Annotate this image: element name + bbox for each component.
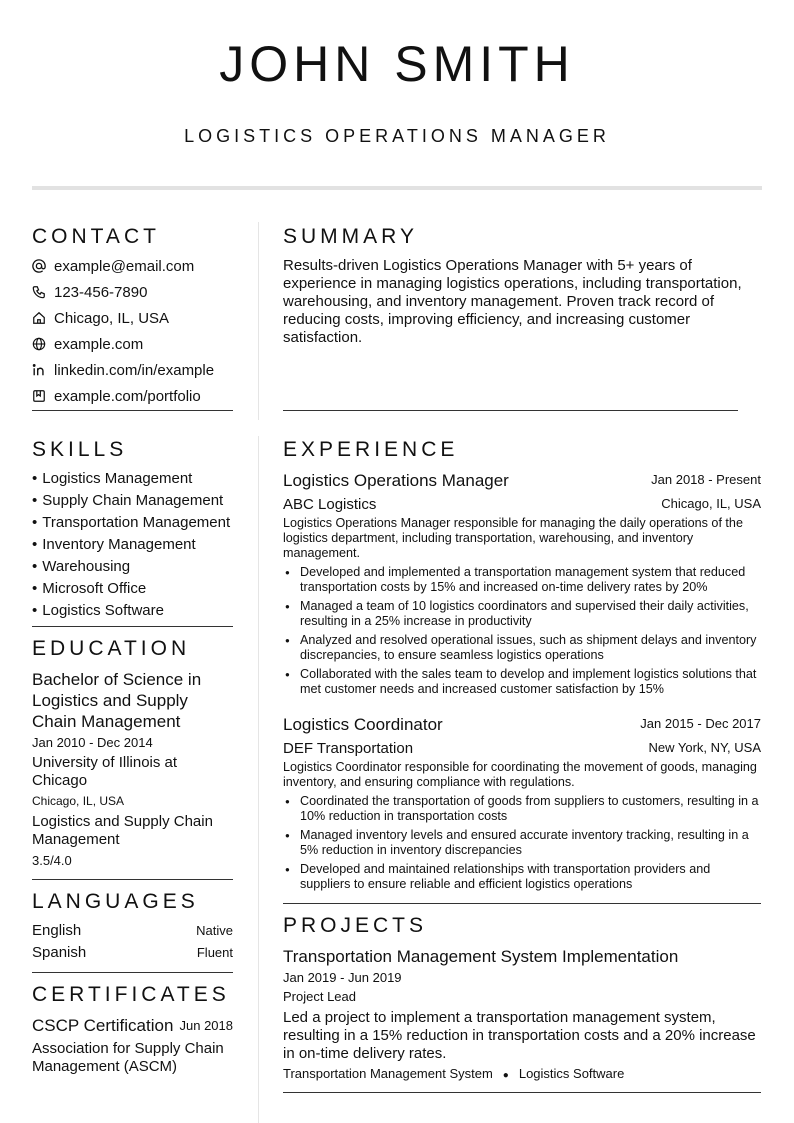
phone-icon (32, 285, 46, 299)
project-role: Project Lead (283, 989, 356, 1004)
job-company: ABC Logistics (283, 496, 377, 513)
project-dates: Jan 2019 - Jun 2019 (283, 970, 402, 985)
summary-text: Results-driven Logistics Operations Manager with 5+ years of experience in managing logistics operations, including transportation, warehousing, and inventory management. Proven track record of reducing costs, improving efficiency, and increasing customer satisfaction. (283, 257, 742, 346)
language-level: Fluent (196, 945, 233, 960)
project-tag: Logistics Software (518, 1066, 625, 1081)
portfolio-icon (32, 389, 46, 403)
header-divider (32, 186, 762, 190)
contact-portfolio[interactable] (32, 385, 232, 407)
education-degree: Bachelor of Science in Logistics and Supply Chain Management (32, 670, 202, 731)
contact-linkedin-text: linkedin.com/in/example (54, 361, 215, 379)
column-divider-bottom (258, 436, 259, 1123)
job-title: Logistics Operations Manager (283, 471, 509, 490)
candidate-name: JOHN SMITH (219, 36, 575, 92)
contact-location-text: Chicago, IL, USA (54, 309, 170, 327)
job-company: DEF Transportation (283, 740, 414, 757)
tag-separator: ● (502, 1070, 509, 1081)
languages-heading: LANGUAGES (32, 890, 199, 913)
job-bullet: ● Managed inventory levels and ensured accurate inventory tracking, resulting in a 5% reduction in inventory discrepancies (283, 828, 761, 858)
certificates-heading: CERTIFICATES (32, 983, 230, 1006)
skill-item: • Warehousing (32, 557, 130, 577)
project-description: Led a project to implement a transportation management system, resulting in a 15% reduction in transportation costs and a 20% increase in on-time delivery rates. (283, 1009, 756, 1062)
skill-item: • Microsoft Office (32, 579, 146, 599)
home-icon (32, 311, 46, 325)
language-name: English (32, 922, 82, 939)
job-bullet: ● Coordinated the transportation of goods from suppliers to customers, resulting in a 10% reduction in transportation costs (283, 794, 761, 824)
contact-website[interactable] (32, 333, 232, 355)
project-tag: Transportation Management System (283, 1066, 493, 1081)
job-bullet: ● Collaborated with the sales team to develop and implement logistics solutions that met customer needs and increased customer satisfaction by 15% (283, 667, 761, 697)
column-divider-top (258, 222, 259, 420)
job-bullet: ● Developed and maintained relationships with transportation providers and suppliers to ensure reliable and efficient logistics operations (283, 862, 761, 892)
contact-phone[interactable] (32, 281, 232, 303)
skill-item: • Transportation Management (32, 513, 230, 533)
job-bullet: ● Developed and implemented a transportation management system that reduced transportation costs by 15% and increased on-time delivery rates by 20% (283, 565, 761, 595)
experience-heading: EXPERIENCE (283, 438, 459, 461)
skills-divider (32, 626, 233, 627)
job-description: Logistics Coordinator responsible for coordinating the movement of goods, managing inventory, and ensuring compliance with regulations. (283, 760, 757, 789)
job-title: LOGISTICS OPERATIONS MANAGER (184, 126, 610, 146)
projects-heading: PROJECTS (283, 914, 428, 937)
language-level: Native (196, 923, 233, 938)
job-title: Logistics Coordinator (283, 715, 443, 734)
contact-website-text: example.com (54, 335, 144, 353)
project-title: Transportation Management System Implementation (283, 947, 679, 966)
projects-divider (283, 1092, 761, 1093)
experience-divider (283, 903, 761, 904)
contact-heading: CONTACT (32, 225, 160, 248)
job-bullet: ● Analyzed and resolved operational issues, such as shipment delays and inventory discrepancies, to ensure seamless logistics operations (283, 633, 761, 663)
summary-heading: SUMMARY (283, 225, 418, 248)
job-dates: Jan 2015 - Dec 2017 (640, 716, 761, 731)
job-location: Chicago, IL, USA (661, 496, 761, 511)
contact-divider (32, 410, 233, 411)
contact-portfolio-text: example.com/portfolio (54, 387, 201, 405)
education-school: University of Illinois at Chicago (32, 754, 178, 789)
certificate-name: CSCP Certification (32, 1016, 174, 1035)
project-tags (283, 1066, 624, 1084)
languages-divider (32, 972, 233, 973)
education-heading: EDUCATION (32, 637, 191, 660)
skill-item: • Inventory Management (32, 535, 196, 555)
at-icon (32, 259, 46, 273)
education-divider (32, 879, 233, 880)
job-location: New York, NY, USA (648, 740, 761, 755)
summary-divider (283, 410, 738, 411)
contact-email-text: example@email.com (54, 257, 195, 275)
certificate-date: Jun 2018 (179, 1018, 233, 1033)
job-description: Logistics Operations Manager responsible for managing the daily operations of the logistics department, including transportation, warehousing, and inventory management. (283, 516, 743, 560)
linkedin-icon (32, 363, 46, 377)
education-location: Chicago, IL, USA (32, 794, 125, 808)
contact-linkedin[interactable] (32, 359, 232, 381)
contact-location (32, 307, 232, 329)
skill-item: • Logistics Management (32, 469, 192, 489)
contact-email[interactable] (32, 255, 232, 277)
job-bullet: ● Managed a team of 10 logistics coordinators and supervised their daily activities, resulting in a 25% increase in productivity (283, 599, 761, 629)
education-gpa: 3.5/4.0 (32, 853, 72, 868)
education-dates: Jan 2010 - Dec 2014 (32, 735, 153, 750)
job-dates: Jan 2018 - Present (651, 472, 761, 487)
globe-icon (32, 337, 46, 351)
language-name: Spanish (32, 944, 87, 961)
certificate-issuer: Association for Supply Chain Management (ASCM) (32, 1040, 224, 1075)
skills-heading: SKILLS (32, 438, 128, 461)
contact-phone-text: 123-456-7890 (54, 283, 148, 301)
skill-item: • Logistics Software (32, 601, 164, 621)
skill-item: • Supply Chain Management (32, 491, 223, 511)
education-major: Logistics and Supply Chain Management (32, 813, 213, 848)
